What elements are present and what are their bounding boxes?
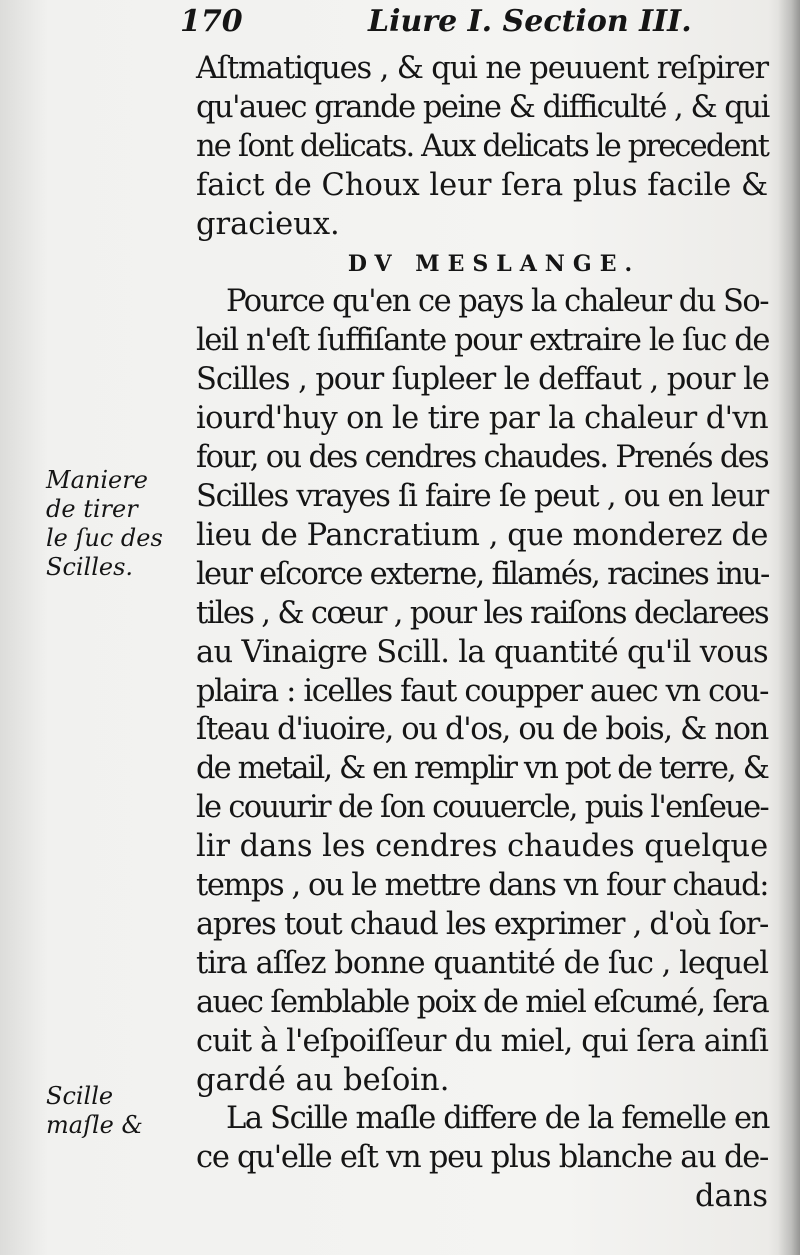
text-line: lieu de Pancratium , que monderez de bbox=[196, 517, 768, 553]
text-line: cuit à l'eſpoiſſeur du miel, qui ſera ainſi bbox=[196, 1023, 768, 1059]
text-line: ne ſont delicats. Aux delicats le precedent bbox=[196, 128, 768, 164]
text-line: Aſtmatiques , & qui ne peuuent reſpirer bbox=[196, 51, 768, 86]
margin-note-line: de tirer bbox=[46, 495, 138, 523]
main-text bbox=[196, 50, 768, 1217]
text-line: La Scille maſle differe de la femelle en bbox=[226, 1101, 770, 1137]
text-line: iourd'huy on le tire par la chaleur d'vn bbox=[196, 401, 768, 437]
page-edge-shadow bbox=[778, 0, 800, 1255]
text-line: auec ſemblable poix de miel eſcumé, ſera bbox=[196, 984, 768, 1020]
text-line: le couurir de ſon couuercle, puis l'enſeue- bbox=[196, 790, 768, 826]
page-header bbox=[180, 4, 700, 38]
text-line: apres tout chaud les exprimer , d'où ſor- bbox=[196, 906, 768, 942]
text-line: Pource qu'en ce pays la chaleur du So- bbox=[226, 284, 769, 320]
text-line: ce qu'elle eſt vn peu plus blanche au de- bbox=[196, 1140, 769, 1176]
margin-note-line: Scilles. bbox=[46, 553, 134, 581]
text-line: ſteau d'iuoire, ou d'os, ou de bois, & non bbox=[196, 712, 768, 748]
section-heading: DV MESLANGE. bbox=[347, 250, 641, 277]
text-line: Scilles vrayes ſi faire ſe peut , ou en leur bbox=[196, 478, 768, 514]
text-line: gardé au beſoin. bbox=[196, 1062, 450, 1098]
text-line: four, ou des cendres chaudes. Prenés des bbox=[196, 440, 768, 476]
page-number: 170 bbox=[180, 4, 243, 39]
text-line: gracieux. bbox=[196, 206, 340, 242]
margin-note-extraction bbox=[46, 466, 186, 582]
margin-note-line: Maniere bbox=[46, 466, 148, 494]
text-line: temps , ou le mettre dans vn four chaud: bbox=[196, 868, 769, 904]
text-line: leur eſcorce externe, filamés, racines inu- bbox=[196, 556, 769, 592]
text-line: tiles , & cœur , pour les raiſons declarees bbox=[196, 595, 769, 631]
text-line: de metail, & en remplir vn pot de terre, & bbox=[196, 751, 768, 787]
text-line: qu'auec grande peine & difficulté , & qui bbox=[196, 89, 769, 125]
margin-note-male-squill bbox=[46, 1082, 186, 1140]
running-title: Liure I. Section III. bbox=[368, 4, 692, 39]
margin-note-line: Scille bbox=[46, 1082, 114, 1110]
text-line: faict de Choux leur ſera plus facile & bbox=[196, 167, 769, 203]
text-line: lir dans les cendres chaudes quelque bbox=[196, 829, 769, 865]
text-line: Scilles , pour ſupleer le deffaut , pour le bbox=[196, 362, 769, 398]
text-line: tira aſſez bonne quantité de ſuc , lequel bbox=[196, 945, 768, 981]
text-line: leil n'eſt ſuffiſante pour extraire le ſuc de bbox=[196, 323, 770, 359]
catchword: dans bbox=[694, 1179, 768, 1215]
text-line: plaira : icelles faut coupper auec vn cou- bbox=[196, 673, 769, 709]
margin-note-line: maſle & bbox=[46, 1111, 143, 1139]
margin-note-line: le ſuc des bbox=[46, 524, 163, 552]
text-line: au Vinaigre Scill. la quantité qu'il vous bbox=[196, 634, 769, 670]
